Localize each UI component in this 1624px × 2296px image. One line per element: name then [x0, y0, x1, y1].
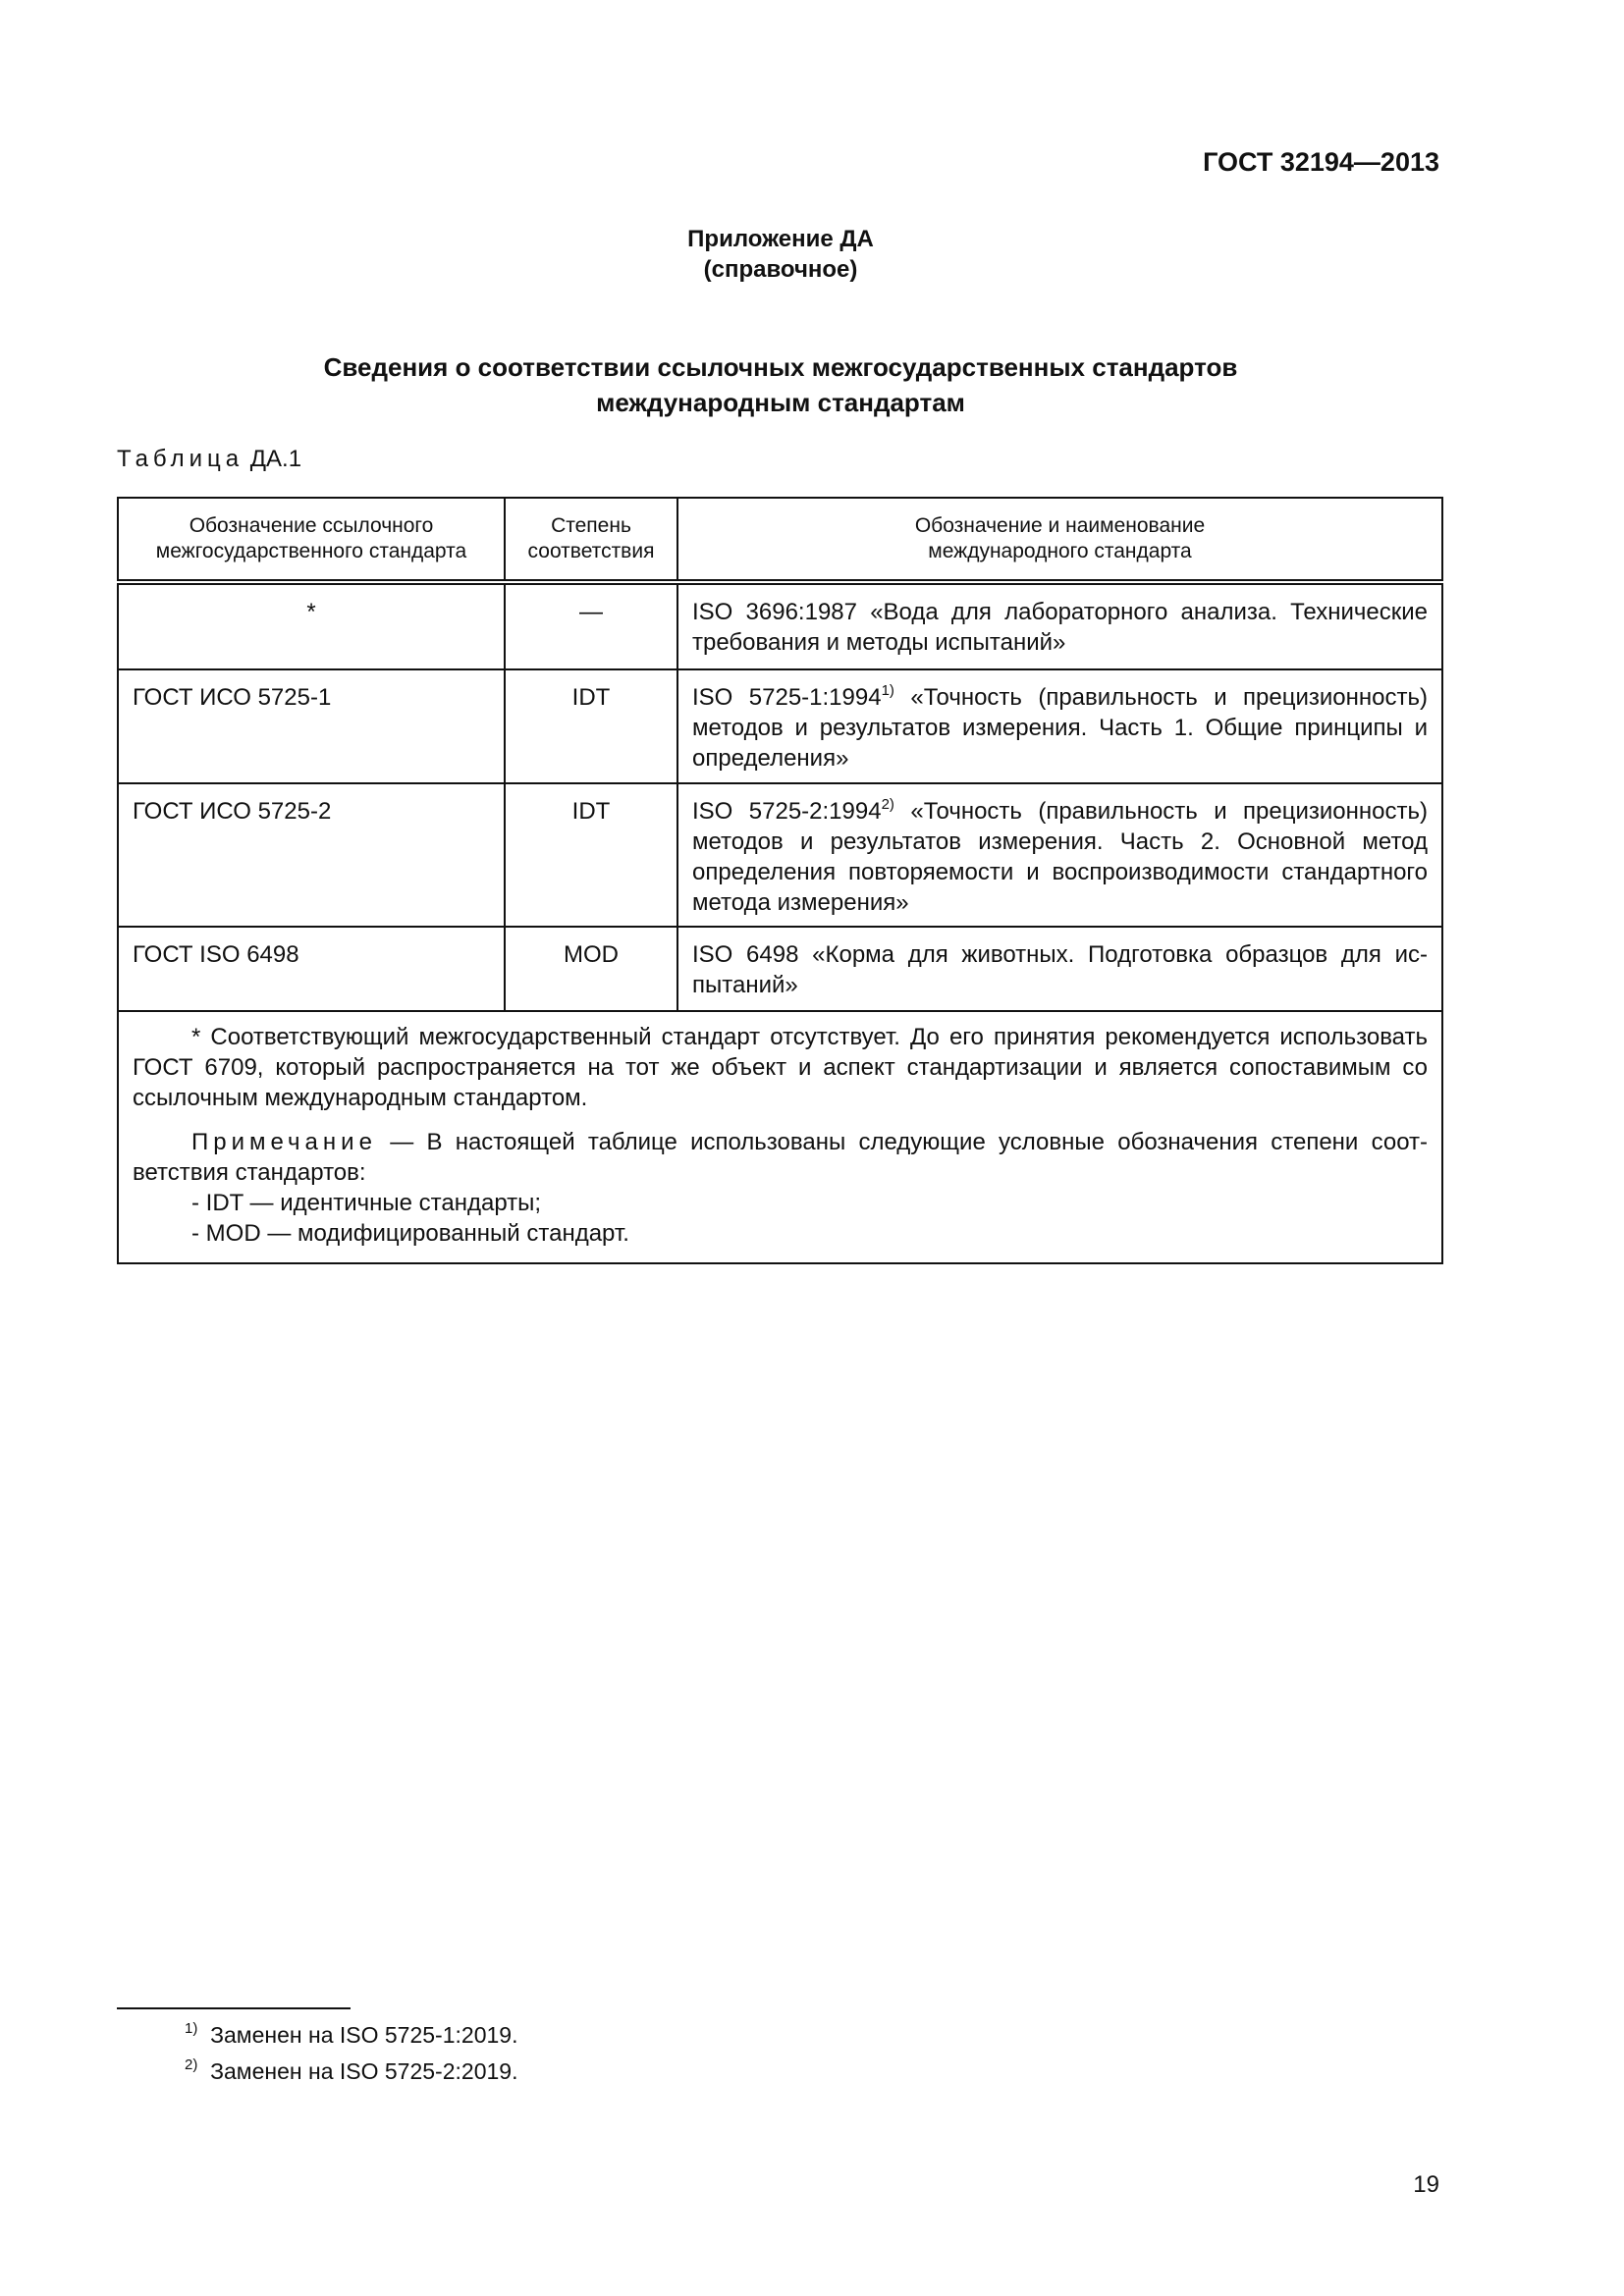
- note-bullet-idt: - IDT — идентичные стандарты;: [191, 1190, 542, 1216]
- appendix-title: Приложение ДА: [687, 226, 874, 252]
- footnote-text: Заменен на ISO 5725-1:2019.: [210, 2022, 518, 2048]
- intl-code: ISO 3696:1987: [692, 599, 857, 625]
- note-bullet-mod: - MOD — модифицированный стандарт.: [191, 1220, 629, 1247]
- cell-degree: IDT: [505, 783, 677, 927]
- note-text: — В настоящей таблице использованы следующие условные обозначения степени соответствия стандартов:: [133, 1129, 1429, 1186]
- document-code: ГОСТ 32194—2013: [1203, 147, 1439, 177]
- header-ref-line1: Обозначение ссылочного: [189, 514, 434, 537]
- appendix-heading: [0, 224, 1561, 285]
- cell-ref-standard: ГОСТ ИСО 5725-2: [118, 783, 505, 927]
- intl-code: ISO 5725-1:1994: [692, 684, 882, 711]
- footnote-1: [185, 2022, 517, 2049]
- cell-degree: MOD: [505, 927, 677, 1011]
- table-footer: [118, 1011, 1442, 1263]
- intl-title: «Точность (правильность и прецизионность) методов и результатов измерения. Часть 1. Общие принципы и определения»: [692, 684, 1429, 772]
- cell-intl-standard: [677, 783, 1442, 927]
- cell-ref-standard: ГОСТ ISO 6498: [118, 927, 505, 1011]
- header-degree: [505, 498, 677, 582]
- table-note: [133, 1127, 1428, 1188]
- cell-ref-standard: *: [118, 582, 505, 669]
- table-footer-row: [118, 1011, 1442, 1263]
- intl-code: ISO 6498: [692, 941, 799, 968]
- header-degree-line2: соответствия: [527, 540, 655, 562]
- table-row: [118, 927, 1442, 1011]
- header-intl-standard: [677, 498, 1442, 582]
- header-intl-line1: Обозначение и наименование: [914, 514, 1206, 537]
- table-header-row: [118, 498, 1442, 582]
- table-caption: [117, 446, 301, 473]
- correspondence-table: [117, 497, 1443, 1264]
- intl-title: «Корма для животных. Подготовка образцов для испытаний»: [692, 941, 1428, 998]
- cell-intl-standard: [677, 582, 1442, 669]
- note-label: Примечание: [191, 1129, 377, 1155]
- table-caption-number: ДА.1: [249, 446, 302, 472]
- footnote-text: Заменен на ISO 5725-2:2019.: [210, 2058, 518, 2084]
- document-title-line1: Сведения о соответствии ссылочных межгосударственных стандартов: [323, 352, 1238, 382]
- page-number: 19: [1413, 2171, 1439, 2198]
- cell-ref-standard: ГОСТ ИСО 5725-1: [118, 669, 505, 783]
- cell-degree: —: [505, 582, 677, 669]
- document-title: [0, 349, 1561, 420]
- cell-intl-standard: [677, 927, 1442, 1011]
- intl-title: «Точность (правильность и прецизионность) методов и результатов измерения. Часть 2. Основной метод определения повторяемости и воспроизводимости стандартного метода измерения»: [692, 798, 1429, 916]
- header-degree-line1: Степень: [551, 514, 631, 537]
- table-row: [118, 783, 1442, 927]
- cell-degree: IDT: [505, 669, 677, 783]
- intl-title: «Вода для лабораторного анализа. Технические требования и методы испытаний»: [692, 599, 1429, 656]
- footnote-ref: 2): [881, 796, 894, 813]
- footnote-separator: [117, 2007, 351, 2009]
- document-title-line2: международным стандартам: [596, 388, 965, 417]
- table-row: [118, 582, 1442, 669]
- table-caption-word: Таблица: [117, 446, 244, 472]
- footnote-mark: 2): [185, 2056, 198, 2073]
- header-ref-standard: [118, 498, 505, 582]
- header-intl-line2: международного стандарта: [928, 540, 1192, 562]
- footnote-2: [185, 2058, 517, 2085]
- footnote-ref: 1): [881, 682, 894, 699]
- asterisk-note: * Соответствующий межгосударственный стандарт отсутствует. До его принятия рекомендуется использовать ГОСТ 6709, который распространяется на тот же объект и аспект стандартизации и является сопоставимым со ссылочным международным стандартом.: [133, 1024, 1428, 1111]
- appendix-subtitle: (справочное): [703, 256, 858, 283]
- header-ref-line2: межгосударственного стандарта: [155, 540, 467, 562]
- intl-code: ISO 5725-2:1994: [692, 798, 882, 825]
- cell-intl-standard: [677, 669, 1442, 783]
- footnote-mark: 1): [185, 2020, 198, 2037]
- table-row: [118, 669, 1442, 783]
